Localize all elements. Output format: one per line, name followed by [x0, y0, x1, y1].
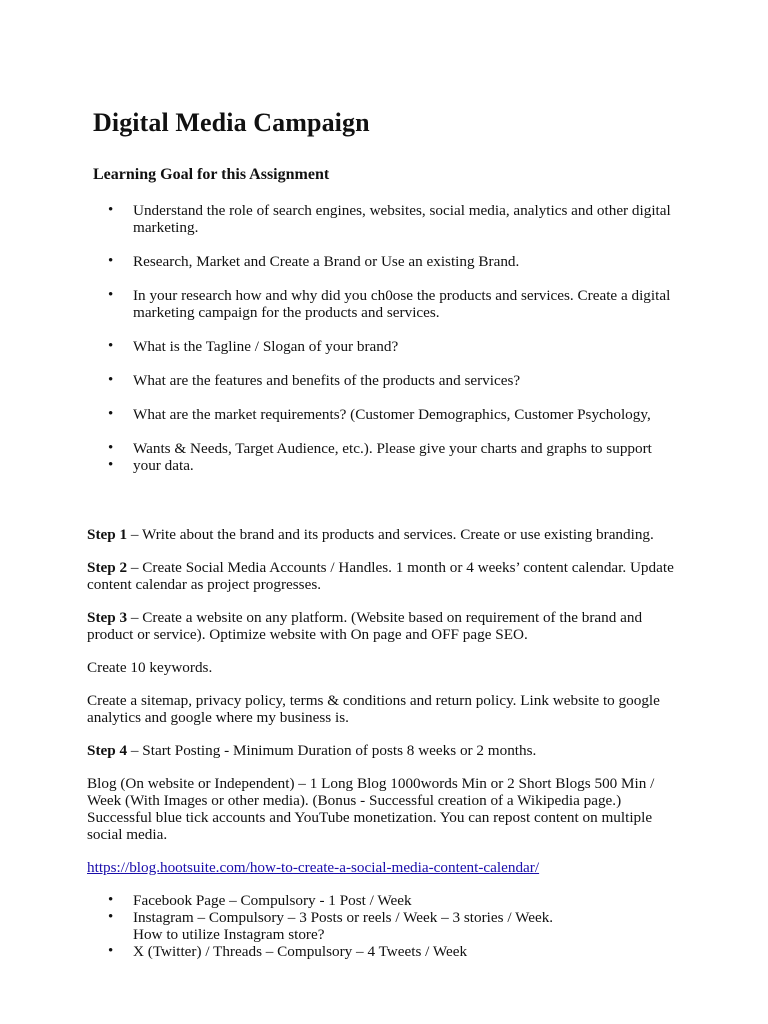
step-3-text: – Create a website on any platform. (Website based on requirement of the brand and product or service). Optimize website with On page and OFF page SEO.	[87, 609, 643, 643]
goal-item-features: • What are the features and benefits of the products and services?	[108, 372, 678, 389]
section-subtitle: Learning Goal for this Assignment	[93, 166, 330, 183]
step-1-text: – Write about the brand and its products and services. Create or use existing branding.	[127, 526, 654, 543]
step-1-label: Step 1	[87, 526, 128, 543]
goal-item-market-requirements: • What are the market requirements? (Customer Demographics, Customer Psychology,	[108, 406, 678, 423]
hootsuite-link[interactable]: https://blog.hootsuite.com/how-to-create-a-social-media-content-calendar/	[87, 859, 540, 876]
post-item-facebook: • Facebook Page – Compulsory - 1 Post / Week	[108, 892, 687, 909]
hootsuite-link-paragraph	[87, 859, 687, 876]
step-2-paragraph	[87, 559, 687, 593]
posting-requirements-list	[87, 892, 687, 960]
step-3-label: Step 3	[87, 609, 128, 626]
goal-item-your-data: • your data.	[108, 457, 678, 474]
blog-paragraph: Blog (On website or Independent) – 1 Long Blog 1000words Min or 2 Short Blogs 500 Min / Week (With Images or other media). (Bonus - Successful creation of a Wikipedia page.)	[87, 775, 655, 809]
blue-tick-paragraph: Successful blue tick accounts and YouTube monetization. You can repost content on multiple social media.	[87, 809, 653, 843]
goal-item-brand: • Research, Market and Create a Brand or Use an existing Brand.	[108, 253, 678, 270]
learning-goals-list	[108, 202, 678, 474]
post-item-twitter: • X (Twitter) / Threads – Compulsory – 4 Tweets / Week	[108, 943, 687, 960]
keywords-paragraph: Create 10 keywords.	[87, 659, 213, 676]
page-title: Digital Media Campaign	[93, 108, 370, 137]
goal-item-research: • In your research how and why did you ch0ose the products and services. Create a digital marketing campaign for the products and services.	[108, 287, 678, 321]
post-item-instagram: • Instagram – Compulsory – 3 Posts or reels / Week – 3 stories / Week.	[108, 909, 687, 926]
goal-item-search-engines: • Understand the role of search engines, websites, social media, analytics and other digital marketing.	[108, 202, 678, 236]
goal-item-wants-needs: • Wants & Needs, Target Audience, etc.). Please give your charts and graphs to support	[108, 440, 678, 457]
step-4-paragraph	[87, 742, 687, 759]
step-3-paragraph	[87, 609, 687, 643]
post-item-instagram-store: How to utilize Instagram store?	[133, 926, 325, 943]
steps-section	[87, 526, 687, 960]
sitemap-paragraph: Create a sitemap, privacy policy, terms & conditions and return policy. Link website to google analytics and google where my business is.	[87, 692, 660, 726]
step-1-paragraph	[87, 526, 687, 543]
goal-item-tagline: • What is the Tagline / Slogan of your brand?	[108, 338, 678, 355]
step-4-text: – Start Posting - Minimum Duration of posts 8 weeks or 2 months.	[127, 742, 537, 759]
step-4-label: Step 4	[87, 742, 128, 759]
step-2-text: – Create Social Media Accounts / Handles. 1 month or 4 weeks’ content calendar. Update content calendar as project progresses.	[87, 559, 674, 593]
step-2-label: Step 2	[87, 559, 128, 576]
